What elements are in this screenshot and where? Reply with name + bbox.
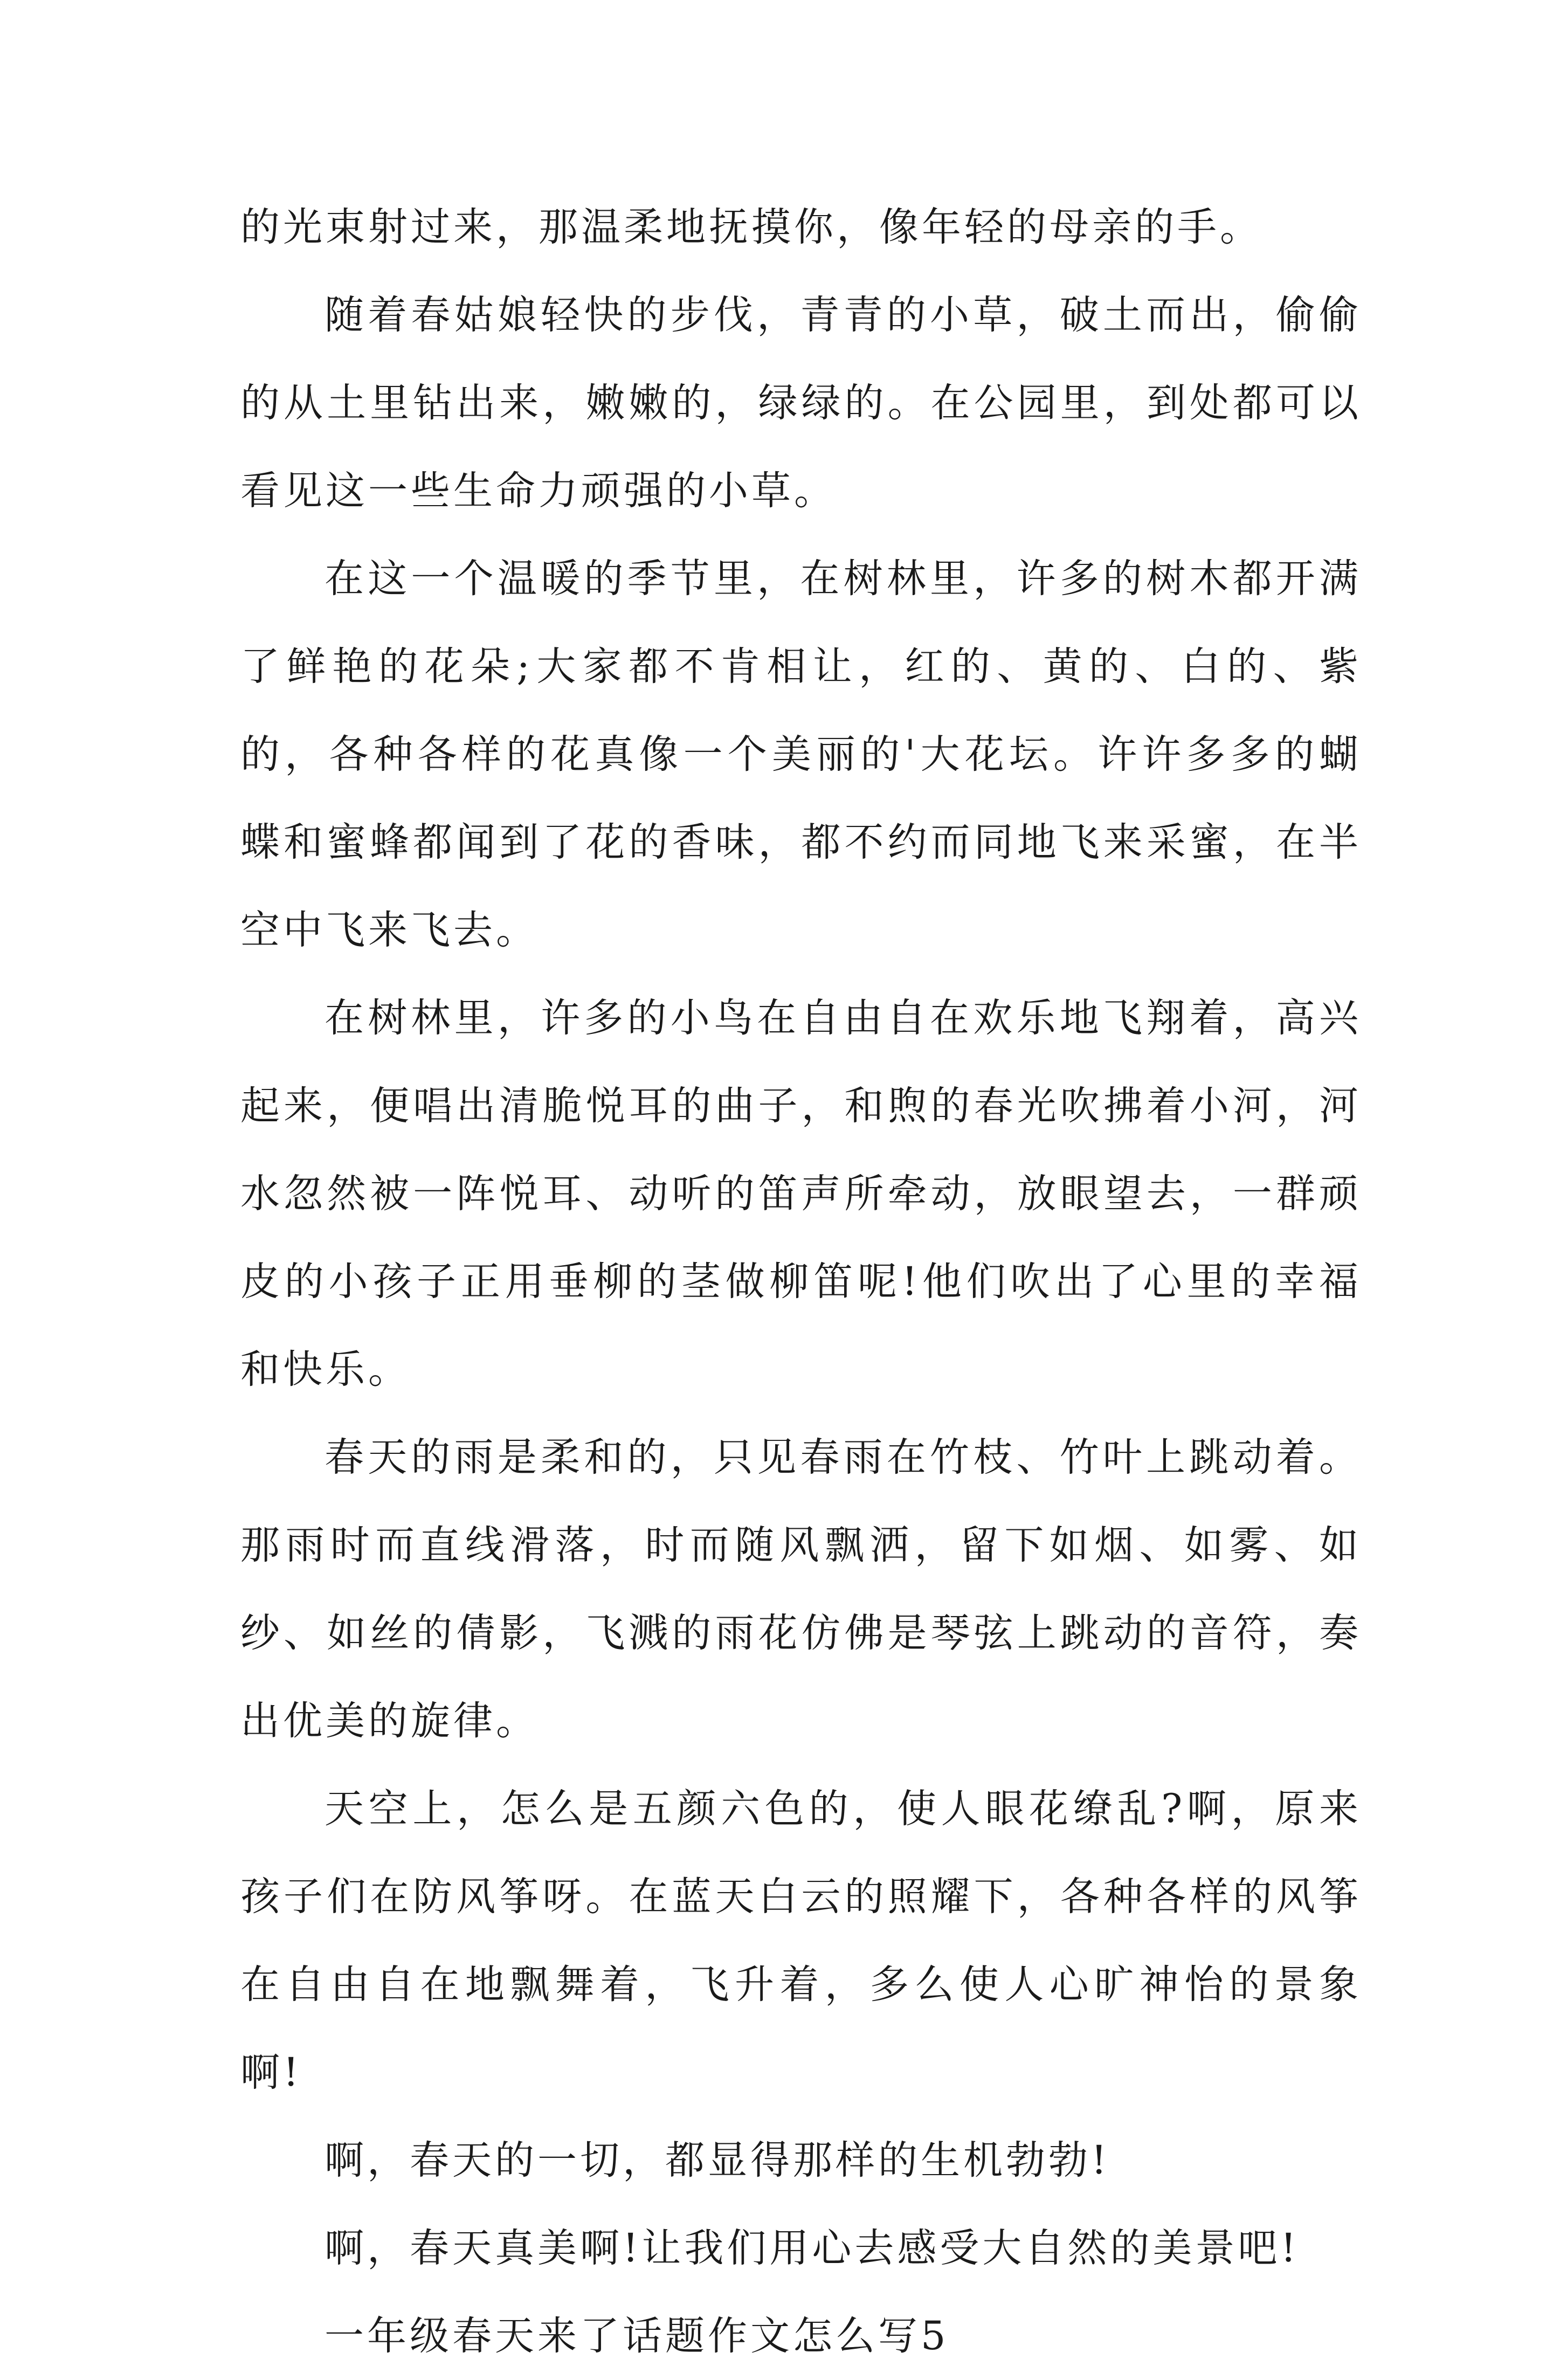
next-essay-heading: 一年级春天来了话题作文怎么写5 xyxy=(325,2313,949,2359)
paragraph-birds: 在树林里，许多的小鸟在自由自在欢乐地飞翔着，高兴起来，便唱出清脆悦耳的曲子，和煦的春光吹拂着小河，河水忽然被一阵悦耳、动听的笛声所牵动，放眼望去，一群顽皮的小孩子正用垂柳的茎做柳笛呢!他们吹出了心里的幸福和快乐。 xyxy=(240,995,1362,1392)
paragraph-grass: 随着春姑娘轻快的步伐，青青的小草，破土而出，偷偷的从土里钻出来，嫩嫩的，绿绿的。在公园里，到处都可以看见这一些生命力顽强的小草。 xyxy=(240,292,1362,514)
paragraph-rain: 春天的雨是柔和的，只见春雨在竹枝、竹叶上跳动着。那雨时而直线滑落，时而随风飘洒，留下如烟、如雾、如纱、如丝的倩影，飞溅的雨花仿佛是琴弦上跳动的音符，奏出优美的旋律。 xyxy=(240,1434,1362,1744)
paragraph-vitality: 啊，春天的一切，都显得那样的生机勃勃! xyxy=(325,2137,1110,2183)
paragraph-kites: 天空上，怎么是五颜六色的，使人眼花缭乱?啊，原来孩子们在防风筝呀。在蓝天白云的照耀下，各种各样的风筝在自由自在地飘舞着，飞升着，多么使人心旷神怡的景象啊! xyxy=(240,1786,1362,2095)
paragraph-continuation: 的光束射过来，那温柔地抚摸你，像年轻的母亲的手。 xyxy=(240,204,1262,250)
paragraph-flowers: 在这一个温暖的季节里，在树林里，许多的树木都开满了鲜艳的花朵;大家都不肯相让，红的、黄的、白的、紫的，各种各样的花真像一个美丽的'大花坛。许许多多的蝴蝶和蜜蜂都闻到了花的香味，都不约而同地飞来采蜜，在半空中飞来飞去。 xyxy=(240,556,1362,953)
paragraph-beauty: 啊，春天真美啊!让我们用心去感受大自然的美景吧! xyxy=(325,2225,1300,2271)
article-body xyxy=(240,183,1362,2380)
